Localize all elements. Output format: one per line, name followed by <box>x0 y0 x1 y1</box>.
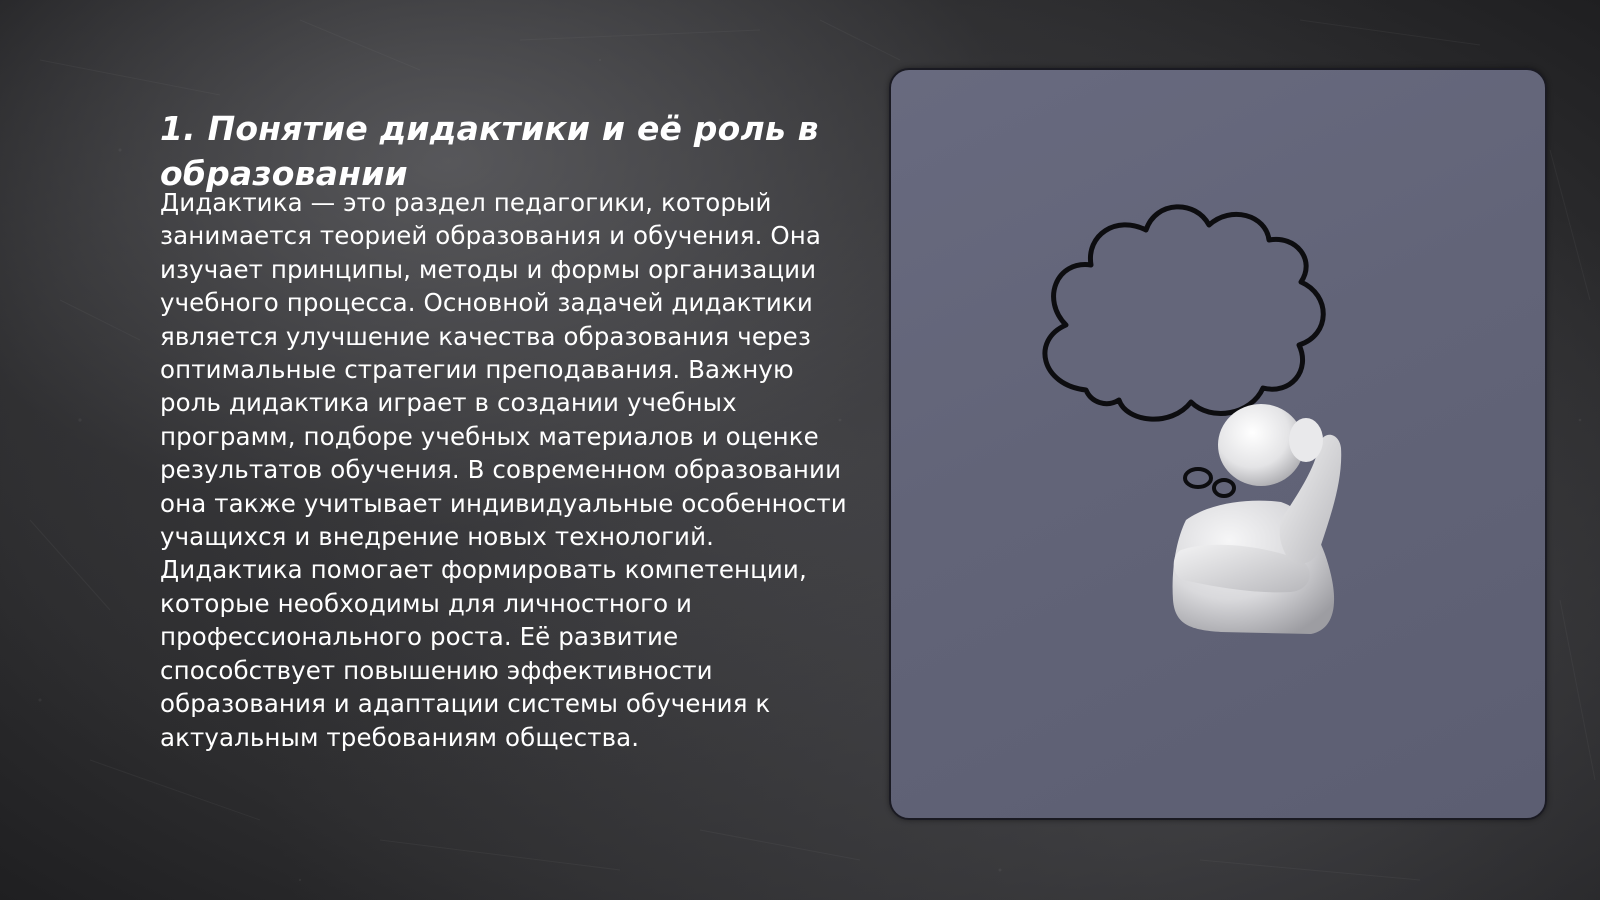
person-figure <box>1173 404 1342 634</box>
thinking-person-icon <box>891 70 1547 820</box>
illustration-panel <box>889 68 1547 820</box>
slide-body-text: Дидактика — это раздел педагогики, который занимается теорией образования и обучения. Она изучает принципы, методы и формы организации учебного процесса. Основной задачей дидактики является улучшение качества образования через оптимальные стратегии преподавания. Важную роль дидактика играет в создании учебных программ, подборе учебных материалов и оценке результатов обучения. В современном образовании она также учитывает индивидуальные особенности учащихся и внедрение новых технологий. Дидактика помогает формировать компетенции, которые необходимы для личностного и профессионального роста. Её развитие способствует повышению эффективности образования и адаптации системы обучения к актуальным требованиям общества. <box>160 188 847 752</box>
slide-title: 1. Понятие дидактики и её роль в образовании <box>160 109 819 193</box>
